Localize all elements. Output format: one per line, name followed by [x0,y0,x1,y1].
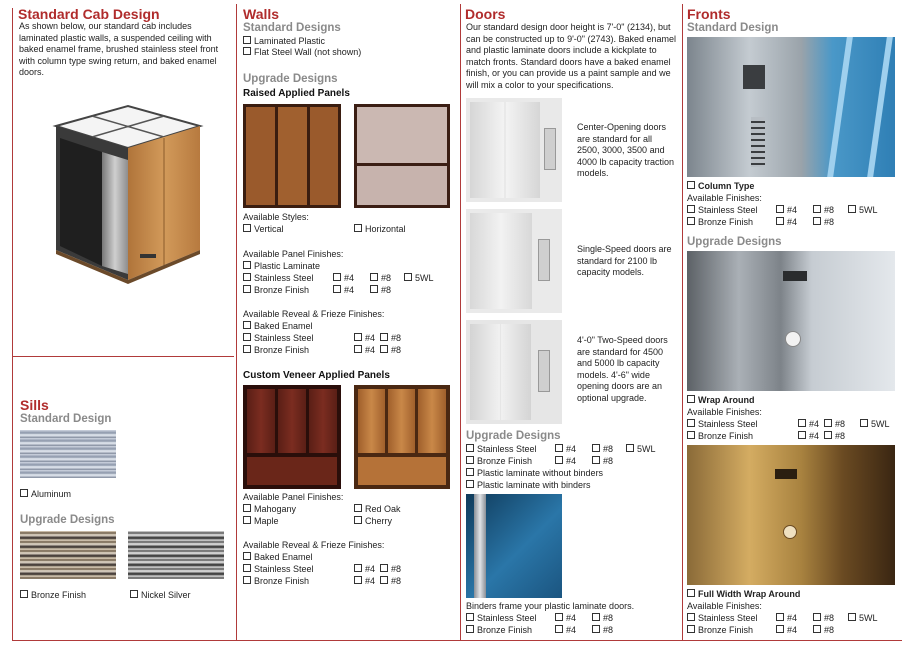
panel-finishes-label: Available Panel Finishes: [243,249,344,259]
binders-caption: Binders frame your plastic laminate doors. [466,601,635,611]
column-type-name: Column Type [687,181,754,192]
column-finish-row: Stainless Steel [687,205,758,216]
fronts-title: Fronts [687,6,731,22]
full-finish-grade: #4 [776,613,797,624]
checkbox-icon [466,480,474,488]
walls-standard-option: Laminated Plastic [243,36,325,47]
veneer-reveal-row: Baked Enamel [243,552,313,563]
veneer-option: Maple [243,516,279,527]
section-divider [12,356,234,357]
sill-aluminum-photo [20,430,116,478]
bottom-rule [236,640,460,641]
bottom-rule [12,640,236,641]
panel-finish-row: Plastic Laminate [243,261,320,272]
walls-title: Walls [243,6,280,22]
reveal-row: Bronze Finish [243,345,309,356]
checkbox-icon [243,516,251,524]
sill-aluminum-option: Aluminum [20,489,71,500]
checkbox-icon [813,613,821,621]
cab-description: As shown below, our standard cab includes laminated plastic walls, a suspended ceiling with baked enamel frame, brushed stainless steel front with column type swing return, and baked enamel doors. [19,21,219,77]
checkbox-icon [626,444,634,452]
checkbox-icon [370,285,378,293]
column-finish-grade: #4 [776,205,797,216]
panel-finish-grade: #8 [370,273,391,284]
checkbox-icon [354,504,362,512]
column-front-photo [687,37,895,177]
checkbox-icon [687,181,695,189]
wrap-finish-grade: 5WL [860,419,890,430]
wrap-around-front-photo [687,251,895,391]
checkbox-icon [555,625,563,633]
binder-grade: #4 [555,625,576,636]
walls-standard-heading: Standard Designs [243,22,341,34]
checkbox-icon [466,456,474,464]
bottom-rule [460,640,682,641]
sills-upgrade-heading: Upgrade Designs [20,514,115,526]
checkbox-icon [380,564,388,572]
binder-grade: #4 [555,613,576,624]
column-finish-row: Bronze Finish [687,217,753,228]
checkbox-icon [130,590,138,598]
checkbox-icon [243,285,251,293]
full-finishes-label: Available Finishes: [687,601,762,611]
checkbox-icon [20,489,28,497]
full-finish-grade: 5WL [848,613,878,624]
checkbox-icon [687,431,695,439]
full-finish-row: Bronze Finish [687,625,753,636]
door-upgrade-grade: 5WL [626,444,656,455]
checkbox-icon [243,564,251,572]
checkbox-icon [354,564,362,572]
fronts-upgrade-heading: Upgrade Designs [687,236,782,248]
veneer-reveal-grade: #4 [354,564,375,575]
veneer-panels-heading: Custom Veneer Applied Panels [243,370,390,381]
checkbox-icon [243,273,251,281]
door-upgrade-grade: #4 [555,456,576,467]
checkbox-icon [354,516,362,524]
panel-finish-row: Stainless Steel [243,273,314,284]
cab-title: Standard Cab Design [18,6,160,22]
checkbox-icon [555,613,563,621]
two-speed-caption: 4'-0" Two-Speed doors are standard for 4500 and 5000 lb capacity models. 4'-6" wide opening doors are an optional upgrade. [577,335,668,403]
full-finish-grade: #8 [813,625,834,636]
door-upgrade-grade: #4 [555,444,576,455]
column-divider [682,8,683,640]
veneer-reveal-label: Available Reveal & Frieze Finishes: [243,540,385,550]
checkbox-icon [687,613,695,621]
checkbox-icon [243,36,251,44]
two-speed-door-photo [466,320,562,424]
checkbox-icon [333,285,341,293]
checkbox-icon [687,395,695,403]
rule-tick [460,4,461,16]
reveal-label: Available Reveal & Frieze Finishes: [243,309,385,319]
sills-standard-heading: Standard Design [20,413,112,425]
panel-finish-grade: #4 [333,285,354,296]
wrap-finish-grade: #4 [798,431,819,442]
checkbox-icon [354,333,362,341]
checkbox-icon [687,589,695,597]
panel-finish-grade: #4 [333,273,354,284]
rule-tick [682,4,683,16]
veneer-option: Red Oak [354,504,401,515]
center-opening-caption: Center-Opening doors are standard for all 2500, 3000, 3500 and 4000 lb capacity traction models. [577,122,675,178]
styles-label: Available Styles: [243,212,309,222]
fronts-standard-heading: Standard Design [687,22,779,34]
checkbox-icon [776,625,784,633]
vertical-panels-photo [243,104,341,208]
center-opening-door-photo [466,98,562,202]
checkbox-icon [354,345,362,353]
checkbox-icon [824,419,832,427]
single-speed-door-photo [466,209,562,313]
reveal-row: Baked Enamel [243,321,313,332]
checkbox-icon [404,273,412,281]
style-vertical-option: Vertical [243,224,284,235]
checkbox-icon [592,456,600,464]
sill-bronze-photo [20,531,116,579]
door-upgrade-grade: #8 [592,456,613,467]
checkbox-icon [243,224,251,232]
checkbox-icon [860,419,868,427]
checkbox-icon [333,273,341,281]
cab-photo [52,104,204,284]
checkbox-icon [687,419,695,427]
column-divider [236,8,237,640]
full-width-wrap-name: Full Width Wrap Around [687,589,800,600]
checkbox-icon [813,217,821,225]
checkbox-icon [687,217,695,225]
checkbox-icon [370,273,378,281]
checkbox-icon [592,444,600,452]
column-divider [460,8,461,640]
panel-finish-grade: 5WL [404,273,434,284]
binder-row: Stainless Steel [466,613,537,624]
checkbox-icon [466,444,474,452]
checkbox-icon [776,217,784,225]
sill-nickel-option: Nickel Silver [130,590,191,601]
checkbox-icon [687,625,695,633]
column-finishes-label: Available Finishes: [687,193,762,203]
wrap-finish-grade: #8 [824,431,845,442]
reveal-grade: #8 [380,333,401,344]
checkbox-icon [592,625,600,633]
column-finish-grade: 5WL [848,205,878,216]
column-finish-grade: #8 [813,205,834,216]
column-divider [12,8,13,640]
door-upgrade-row: Stainless Steel [466,444,537,455]
binder-door-photo [466,494,562,598]
veneer-reveal-row: Stainless Steel [243,564,314,575]
checkbox-icon [243,47,251,55]
door-upgrade-grade: #8 [592,444,613,455]
wrap-around-name: Wrap Around [687,395,755,406]
checkbox-icon [243,321,251,329]
veneer-option: Cherry [354,516,392,527]
checkbox-icon [687,205,695,213]
binder-row: Bronze Finish [466,625,532,636]
panel-finish-grade: #8 [370,285,391,296]
checkbox-icon [243,333,251,341]
doors-intro: Our standard design door height is 7'-0" (2134), but can be constructed up to 9'-0" (2743). Baked enamel and plastic laminate doors include a kickplate to match fronts. Standard doors have a baked enamel finish, or you can provide us a paint sample and we will mix a color to your specifications. [466,22,677,90]
full-finish-row: Stainless Steel [687,613,758,624]
full-finish-grade: #4 [776,625,797,636]
checkbox-icon [243,261,251,269]
checkbox-icon [776,205,784,213]
door-upgrade-row: Plastic laminate with binders [466,480,591,491]
veneer-reveal-grade: #8 [380,564,401,575]
checkbox-icon [466,468,474,476]
sill-nickel-photo [128,531,224,579]
column-finish-grade: #4 [776,217,797,228]
veneer-reveal-grade: #8 [380,576,401,587]
column-finish-grade: #8 [813,217,834,228]
checkbox-icon [848,205,856,213]
horizontal-panels-photo [354,104,450,208]
checkbox-icon [555,444,563,452]
checkbox-icon [813,205,821,213]
veneer-finishes-label: Available Panel Finishes: [243,492,344,502]
sill-bronze-option: Bronze Finish [20,590,86,601]
checkbox-icon [380,576,388,584]
checkbox-icon [848,613,856,621]
door-upgrade-row: Bronze Finish [466,456,532,467]
bottom-rule [682,640,902,641]
veneer-reveal-grade: #4 [354,576,375,587]
full-finish-grade: #8 [813,613,834,624]
checkbox-icon [354,576,362,584]
door-upgrade-row: Plastic laminate without binders [466,468,603,479]
walls-upgrade-heading: Upgrade Designs [243,73,338,85]
style-horizontal-option: Horizontal [354,224,406,235]
full-width-wrap-front-photo [687,445,895,585]
checkbox-icon [243,345,251,353]
checkbox-icon [798,431,806,439]
walls-standard-option: Flat Steel Wall (not shown) [243,47,361,58]
raised-panels-heading: Raised Applied Panels [243,88,350,99]
veneer-reveal-row: Bronze Finish [243,576,309,587]
checkbox-icon [813,625,821,633]
checkbox-icon [592,613,600,621]
checkbox-icon [380,333,388,341]
wrap-finish-grade: #8 [824,419,845,430]
reveal-grade: #8 [380,345,401,356]
checkbox-icon [380,345,388,353]
checkbox-icon [243,552,251,560]
mahogany-panels-photo [243,385,341,489]
checkbox-icon [243,504,251,512]
checkbox-icon [243,576,251,584]
veneer-option: Mahogany [243,504,296,515]
doors-title: Doors [465,6,506,22]
checkbox-icon [776,613,784,621]
wrap-finish-row: Stainless Steel [687,419,758,430]
reveal-grade: #4 [354,345,375,356]
wrap-finish-row: Bronze Finish [687,431,753,442]
wrap-finish-grade: #4 [798,419,819,430]
doors-upgrade-heading: Upgrade Designs [466,430,561,442]
single-speed-caption: Single-Speed doors are standard for 2100 lb capacity models. [577,244,672,277]
checkbox-icon [824,431,832,439]
rule-tick [236,4,237,16]
checkbox-icon [354,224,362,232]
sills-title: Sills [20,397,49,413]
binder-grade: #8 [592,613,613,624]
checkbox-icon [466,613,474,621]
checkbox-icon [555,456,563,464]
checkbox-icon [466,625,474,633]
panel-finish-row: Bronze Finish [243,285,309,296]
checkbox-icon [20,590,28,598]
cherry-panels-photo [354,385,450,489]
wrap-finishes-label: Available Finishes: [687,407,762,417]
reveal-grade: #4 [354,333,375,344]
binder-grade: #8 [592,625,613,636]
checkbox-icon [798,419,806,427]
reveal-row: Stainless Steel [243,333,314,344]
